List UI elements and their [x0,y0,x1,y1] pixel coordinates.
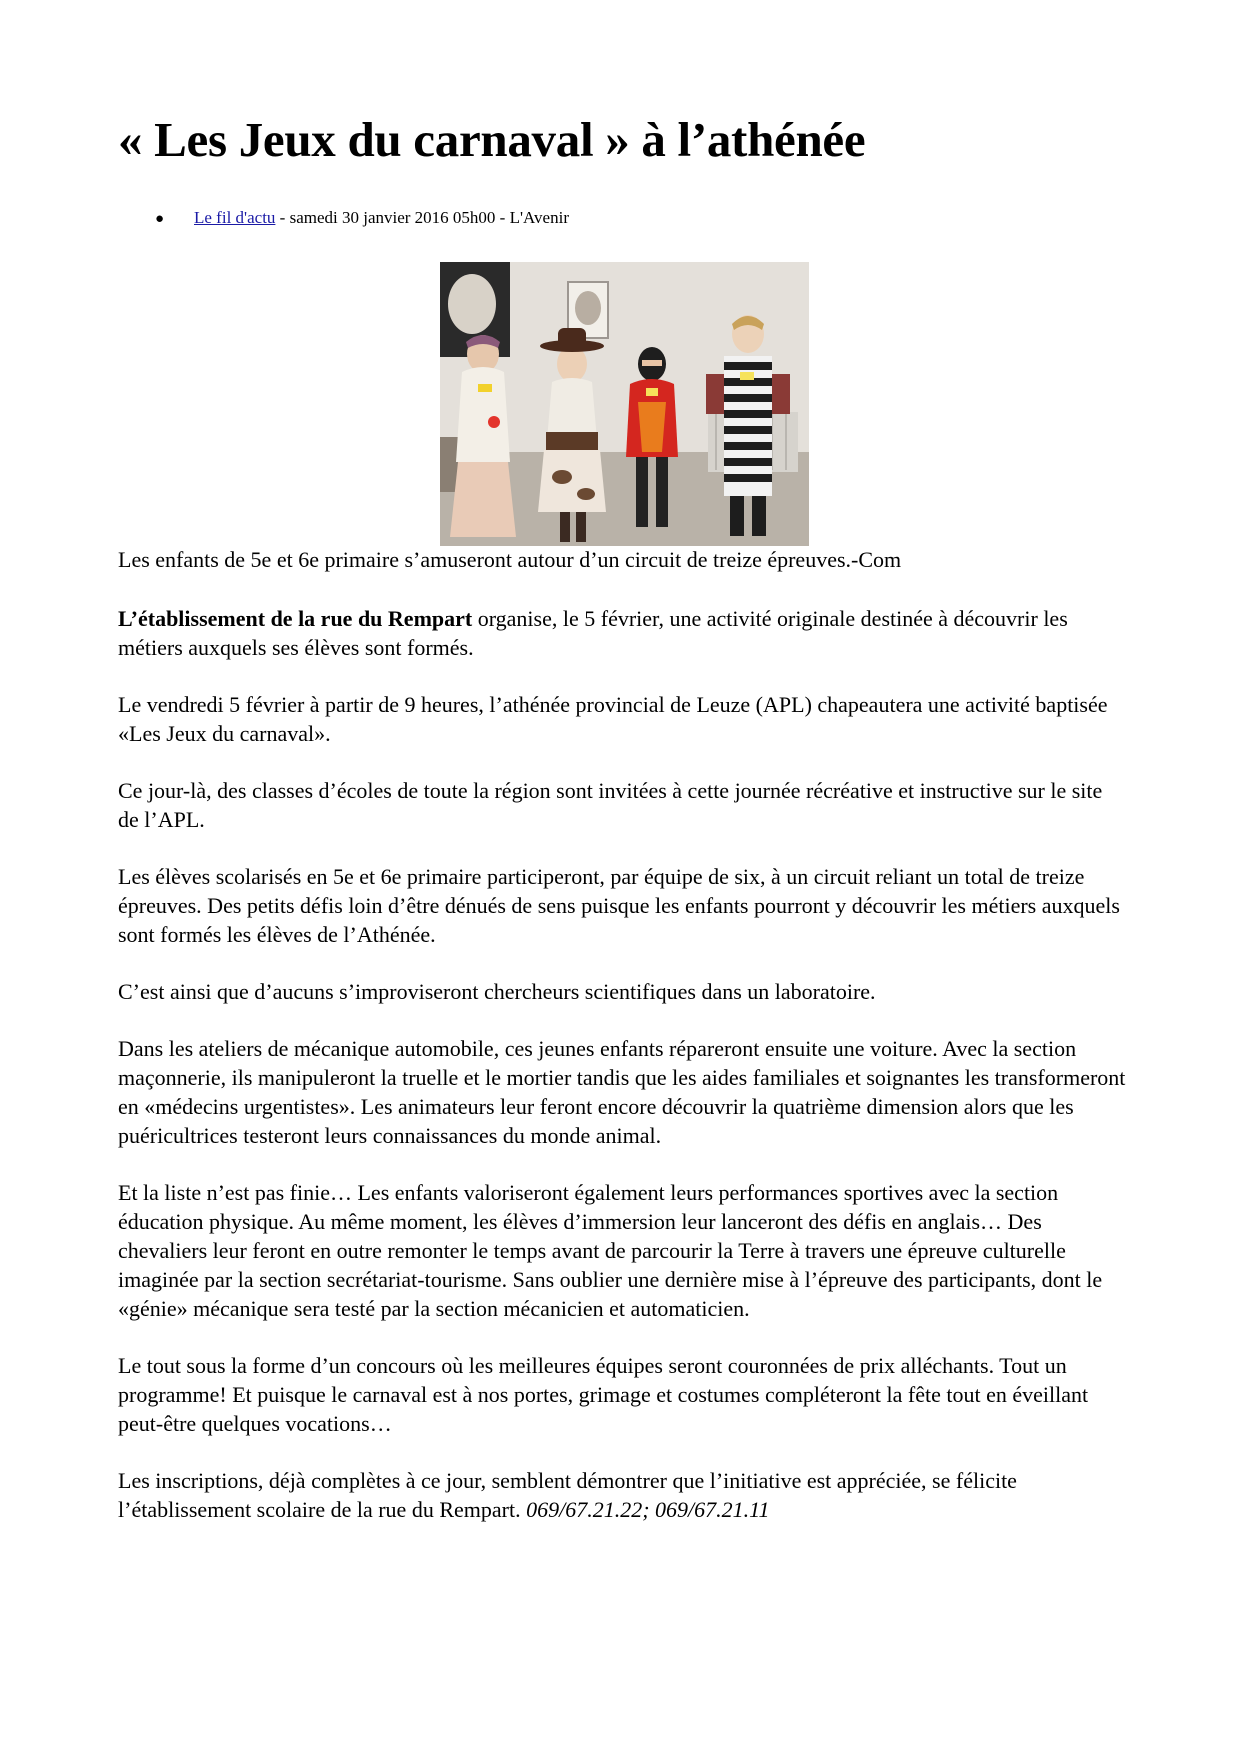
lead-bold: L’établissement de la rue du Rempart [118,606,473,631]
meta-date-source: - samedi 30 janvier 2016 05h00 - L'Avenir [275,208,569,227]
lead-paragraph [118,604,1128,662]
paragraph: Dans les ateliers de mécanique automobile, ces jeunes enfants répareront ensuite une voiture. Avec la section maçonnerie, ils manipuleront la truelle et le mortier tandis que les aides familiales et soignantes les transformeront en «médecins urgentistes». Les animateurs leur feront encore découvrir la quatrième dimension alors que les puéricultrices testeront leurs connaissances du monde animal. [118,1036,1126,1148]
paragraph: Et la liste n’est pas finie… Les enfants valoriseront également leurs performances sportives avec la section éducation physique. Au même moment, les élèves d’immersion leur lanceront des défis en anglais… Des chevaliers leur feront en outre remonter le temps avant de parcourir la Terre à travers une épreuve culturelle imaginée par la section secrétariat-tourisme. Sans oublier une dernière mise à l’épreuve des participants, dont le «génie» mécanique sera testé par la section mécanicien et automaticien. [118,1180,1103,1321]
closing-text: Les inscriptions, déjà complètes à ce jour, semblent démontrer que l’initiative est appréciée, se félicite l’établissement scolaire de la rue du Rempart. [118,1468,1017,1522]
closing-paragraph [118,1466,1128,1524]
paragraph: Ce jour-là, des classes d’écoles de toute la région sont invitées à cette journée récréative et instructive sur le site de l’APL. [118,778,1103,832]
children-costumes-photo [440,262,809,546]
article-meta [155,206,569,230]
photo-caption: Les enfants de 5e et 6e primaire s’amuseront autour d’un circuit de treize épreuves.-Com [118,547,902,572]
paragraph: Les élèves scolarisés en 5e et 6e primaire participeront, par équipe de six, à un circuit reliant un total de treize épreuves. Des petits défis loin d’être dénués de sens puisque les enfants pourront y découvrir les métiers auxquels sont formés les élèves de l’Athénée. [118,864,1120,947]
article-photo [440,262,809,546]
meta-line [194,208,569,227]
article-body [118,604,1128,1552]
lead-rest: organise, le 5 février, une activité originale destinée à découvrir les métiers auxquels ses élèves sont formés. [118,606,1068,660]
section-link[interactable]: Le fil d'actu [194,208,276,227]
paragraph: Le vendredi 5 février à partir de 9 heures, l’athénée provincial de Leuze (APL) chapeautera une activité baptisée «Les Jeux du carnaval». [118,692,1108,746]
paragraph: Le tout sous la forme d’un concours où les meilleures équipes seront couronnées de prix alléchants. Tout un programme! Et puisque le carnaval est à nos portes, grimage et costumes compléteront la fête tout en éveillant peut-être quelques vocations… [118,1353,1089,1436]
phone-numbers: 069/67.21.22; 069/67.21.11 [526,1497,770,1522]
bullet-icon: ● [155,211,165,227]
article-title: « Les Jeux du carnaval » à l’athénée [118,112,866,167]
paragraph: C’est ainsi que d’aucuns s’improviseront chercheurs scientifiques dans un laboratoire. [118,979,876,1004]
